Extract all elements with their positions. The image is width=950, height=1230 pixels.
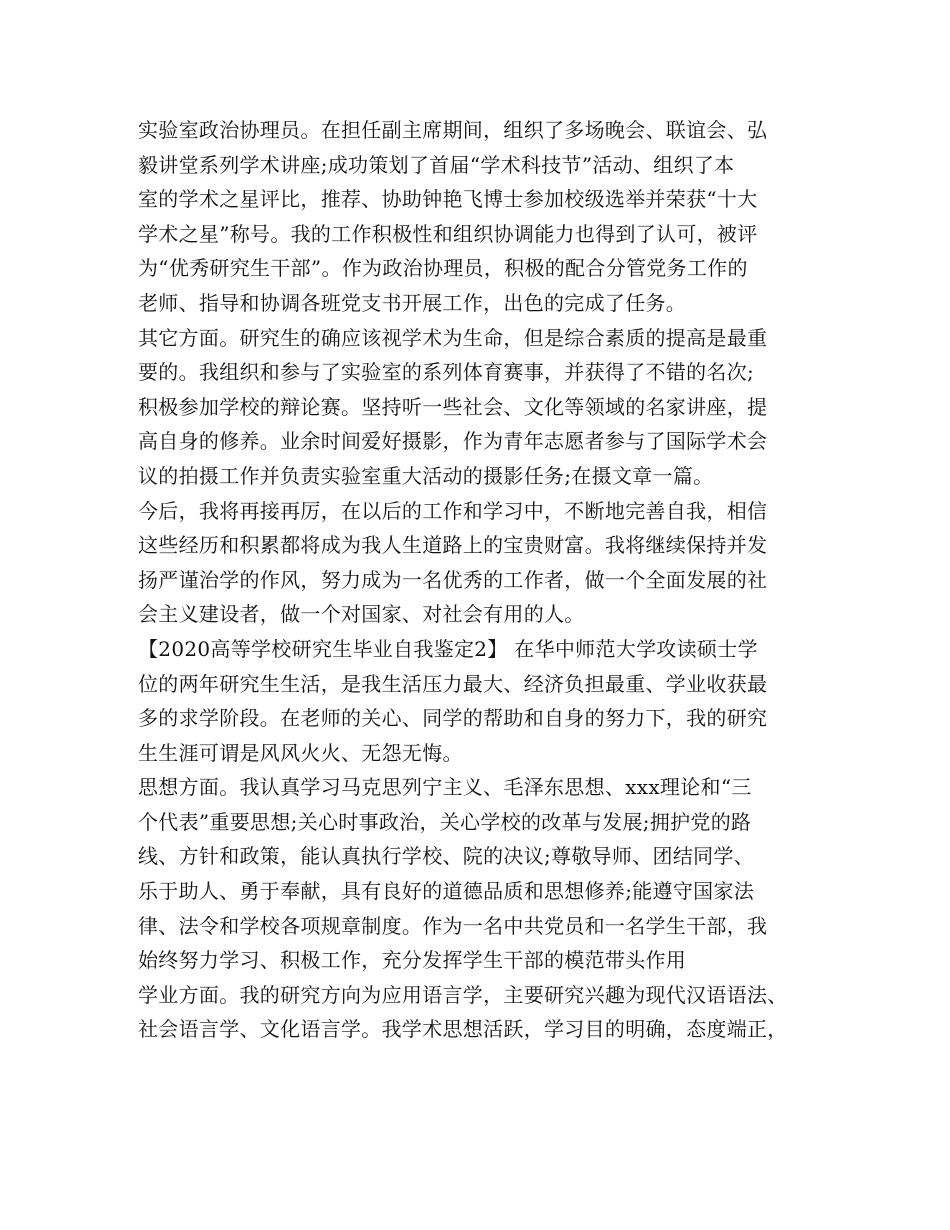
text-line: 线、方针和政策，能认真执行学校、院的决议;尊敬导师、团结同学、 <box>138 844 755 869</box>
text-line: 这些经历和积累都将成为我人生道路上的宝贵财富。我将继续保持并发 <box>138 533 768 558</box>
text-line: 思想方面。我认真学习马克思列宁主义、毛泽东思想、xxx理论和“三 <box>138 775 752 800</box>
text-line: 要的。我组织和参与了实验室的系列体育赛事，并获得了不错的名次; <box>138 360 755 385</box>
text-line: 生生涯可谓是风风火火、无怨无悔。 <box>138 740 463 765</box>
text-line: 扬严谨治学的作风，努力成为一名优秀的工作者，做一个全面发展的社 <box>138 567 768 592</box>
text-line: 为“优秀研究生干部”。作为政治协理员，积极的配合分管党务工作的 <box>138 256 748 281</box>
text-line: 始终努力学习、积极工作，充分发挥学生干部的模范带头作用 <box>138 948 687 973</box>
text-line: 位的两年研究生生活，是我生活压力最大、经济负担最重、学业收获最 <box>138 671 768 696</box>
text-line: 个代表”重要思想;关心时事政治，关心学校的改革与发展;拥护党的路 <box>138 809 752 834</box>
text-line: 律、法令和学校各项规章制度。作为一名中共党员和一名学生干部，我 <box>138 913 768 938</box>
text-line: 其它方面。研究生的确应该视学术为生命，但是综合素质的提高是最重 <box>138 325 768 350</box>
text-line: 议的拍摄工作并负责实验室重大活动的摄影任务;在摄文章一篇。 <box>138 463 714 488</box>
text-line: 毅讲堂系列学术讲座;成功策划了首届“学术科技节”活动、组织了本 <box>138 152 735 177</box>
text-line: 学术之星”称号。我的工作积极性和组织协调能力也得到了认可，被评 <box>138 221 758 246</box>
text-line: 社会语言学、文化语言学。我学术思想活跃，学习目的明确，态度端正， <box>138 1017 788 1042</box>
text-line: 多的求学阶段。在老师的关心、同学的帮助和自身的努力下，我的研究 <box>138 706 768 731</box>
text-line: 学业方面。我的研究方向为应用语言学，主要研究兴趣为现代汉语语法、 <box>138 982 788 1007</box>
text-line: 老师、指导和协调各班党支书开展工作，出色的完成了任务。 <box>138 290 687 315</box>
text-line: 会主义建设者，做一个对国家、对社会有用的人。 <box>138 602 585 627</box>
text-line: 实验室政治协理员。在担任副主席期间，组织了多场晚会、联谊会、弘 <box>138 118 768 142</box>
section-heading-line: 【2020高等学校研究生毕业自我鉴定2】 在华中师范大学攻读硕士学 <box>138 636 758 661</box>
text-line: 今后，我将再接再厉，在以后的工作和学习中，不断地完善自我，相信 <box>138 498 768 523</box>
text-line: 室的学术之星评比，推荐、协助钟艳飞博士参加校级选举并荣获“十大 <box>138 187 758 212</box>
document-body <box>138 113 838 1047</box>
text-line: 积极参加学校的辩论赛。坚持听一些社会、文化等领域的名家讲座，提 <box>138 394 768 419</box>
text-line: 高自身的修养。业余时间爱好摄影，作为青年志愿者参与了国际学术会 <box>138 429 768 454</box>
text-line: 乐于助人、勇于奉献，具有良好的道德品质和思想修养;能遵守国家法 <box>138 879 755 904</box>
